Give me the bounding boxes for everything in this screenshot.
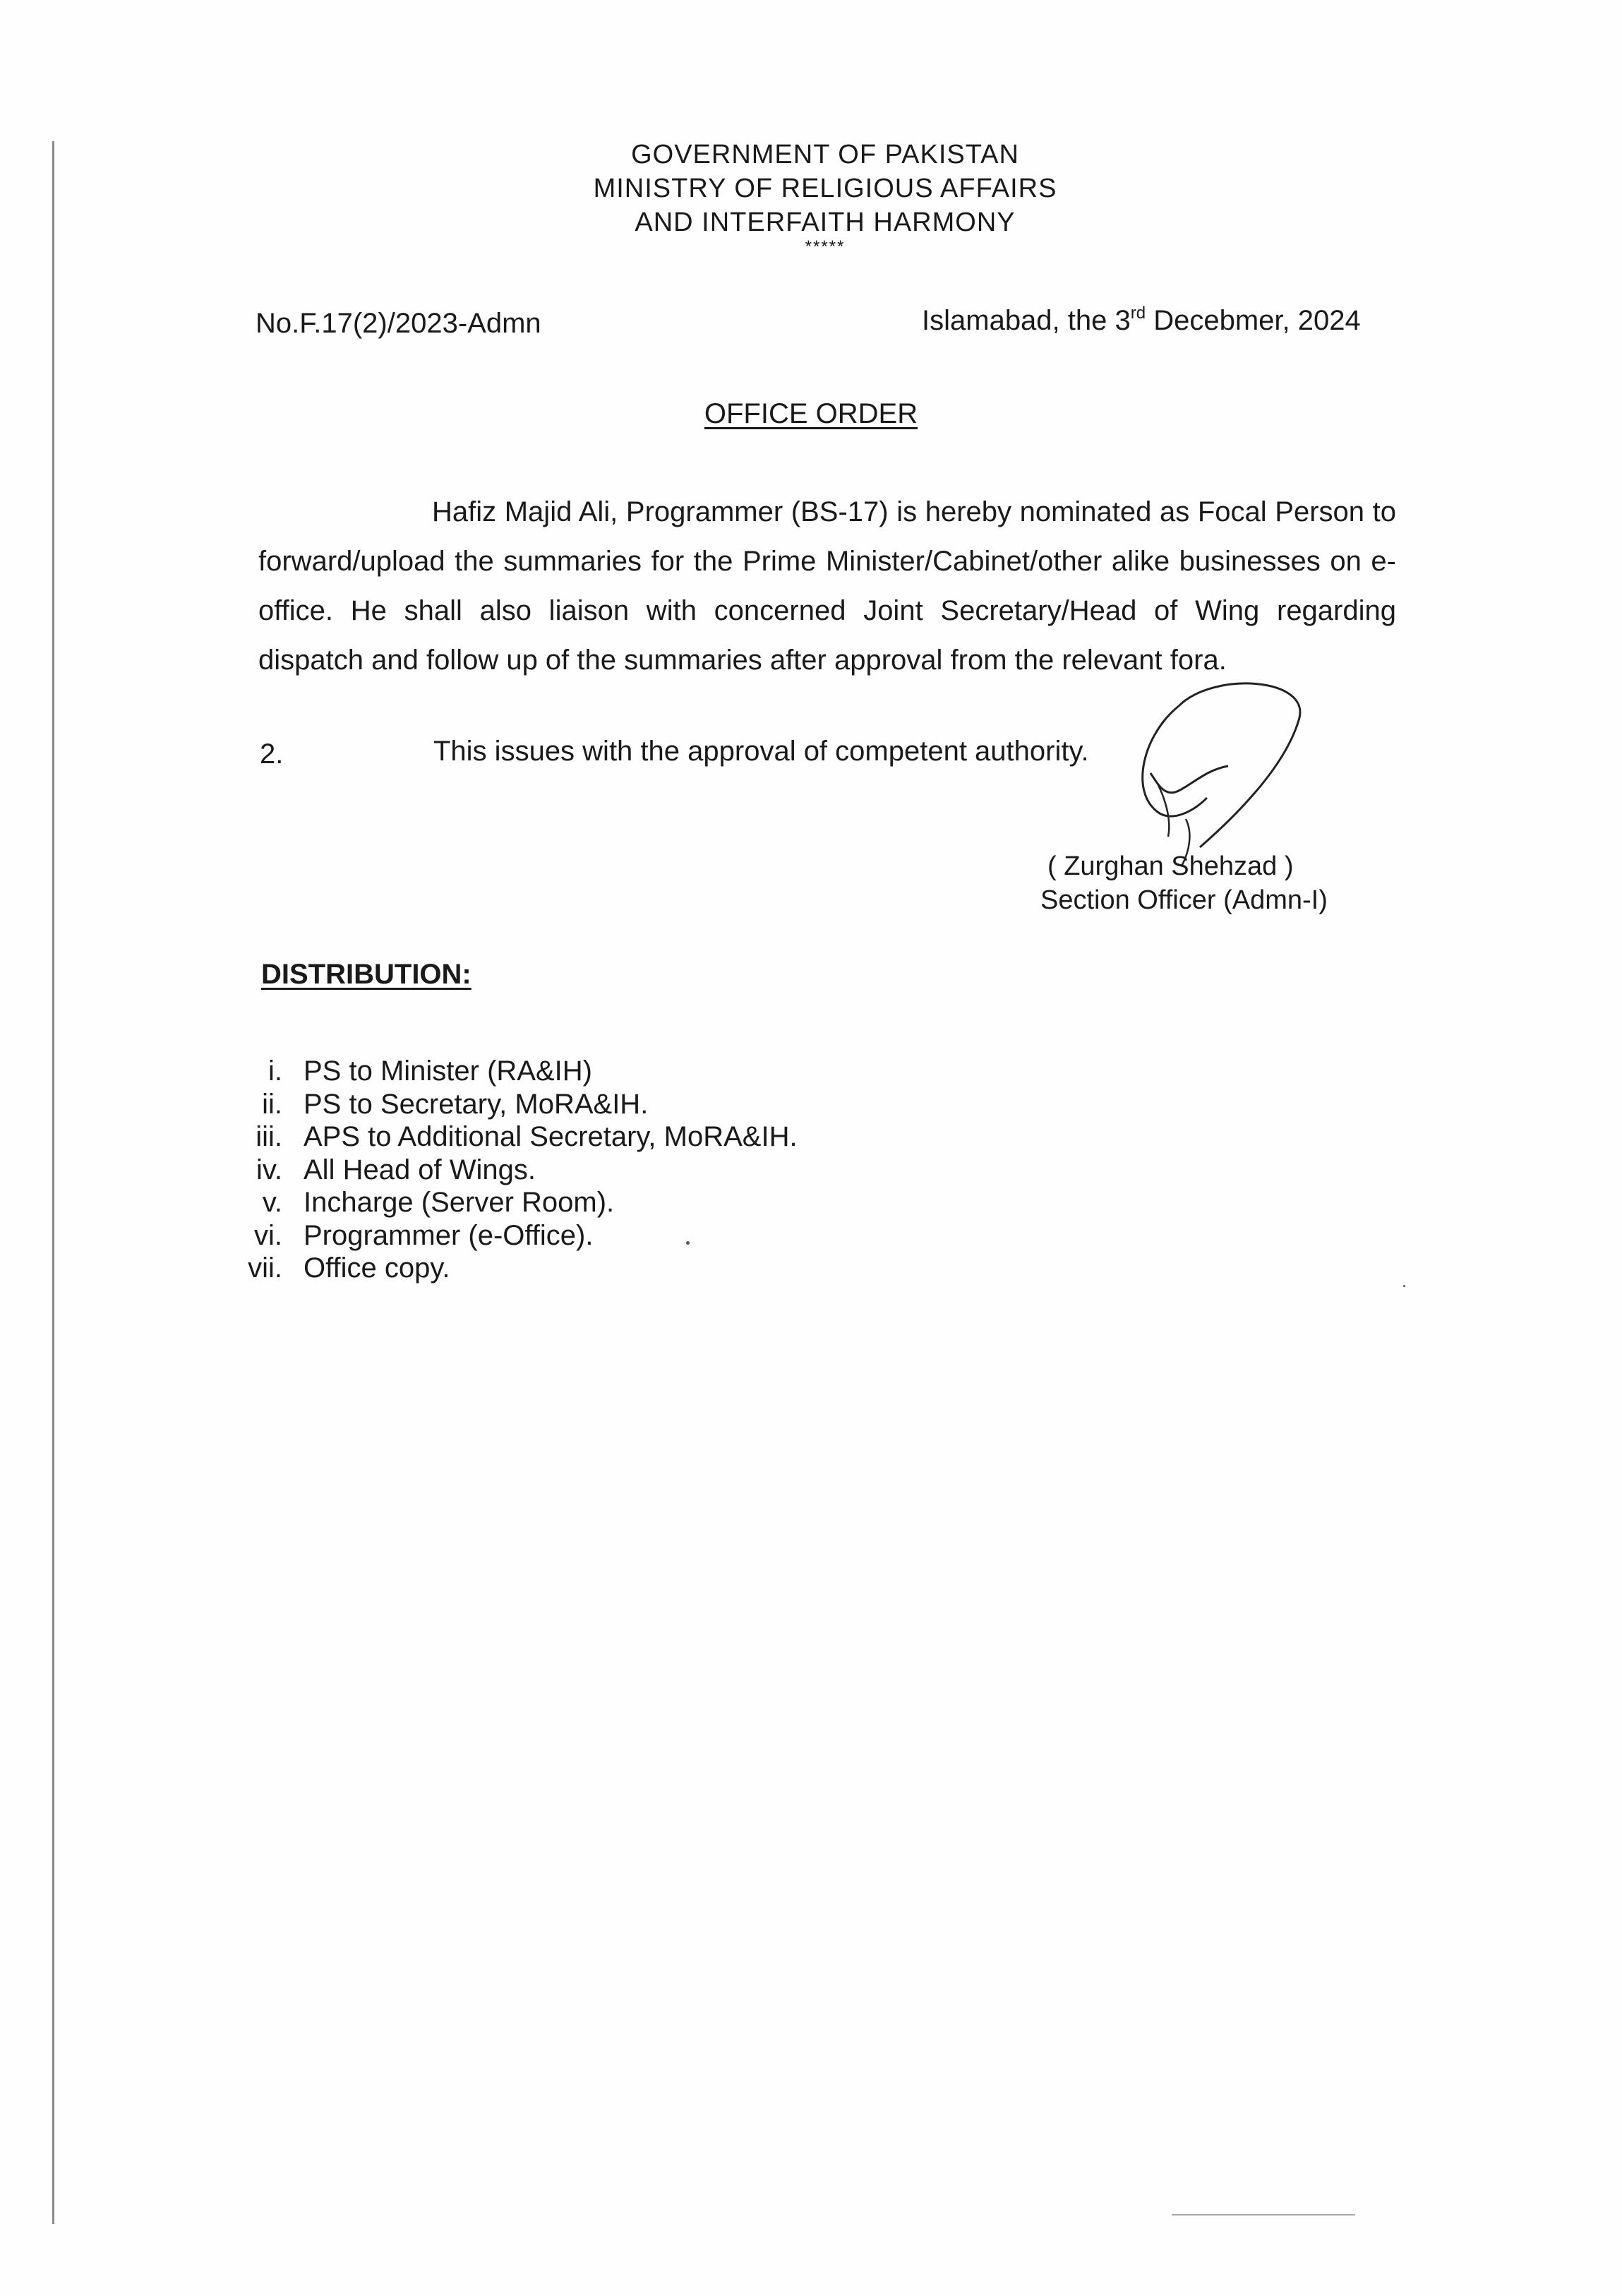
distribution-list (233, 1055, 798, 1285)
list-item (233, 1088, 798, 1121)
list-item (233, 1055, 798, 1088)
scan-speck (686, 1241, 690, 1245)
distribution-title: DISTRIBUTION: (261, 959, 471, 990)
scan-bottom-line (1172, 2214, 1355, 2216)
header-government: GOVERNMENT OF PAKISTAN (631, 140, 1019, 169)
list-item-number: vii. (248, 1252, 282, 1284)
list-item (233, 1154, 798, 1187)
list-item-number: i. (268, 1056, 282, 1087)
list-item-text: Programmer (e-Office). (304, 1219, 594, 1251)
list-item-text: PS to Minister (RA&IH) (304, 1056, 592, 1087)
order-title (0, 398, 1622, 430)
scan-edge-line (52, 141, 54, 2224)
reference-number: No.F.17(2)/2023-Admn (256, 308, 541, 339)
list-item-number: vi. (254, 1219, 282, 1251)
list-item (233, 1252, 798, 1285)
header-ministry: MINISTRY OF RELIGIOUS AFFAIRS (593, 174, 1057, 203)
list-item (233, 1219, 798, 1252)
header-division: AND INTERFAITH HARMONY (635, 208, 1016, 237)
issue-date (922, 304, 1361, 337)
signatory-name: ( Zurghan Shehzad ) (1047, 851, 1294, 881)
list-item (233, 1186, 798, 1219)
date-prefix: Islamabad, the 3 (922, 305, 1131, 336)
date-ordinal: rd (1130, 304, 1146, 323)
list-item (233, 1120, 798, 1154)
point-text: This issues with the approval of competent authority. (433, 736, 1089, 767)
list-item-number: iii. (256, 1121, 282, 1152)
list-item-number: ii. (262, 1088, 282, 1120)
list-item-number: iv. (256, 1154, 282, 1185)
list-item-number: v. (262, 1187, 282, 1218)
scan-speck (1403, 1285, 1405, 1287)
list-item-text: PS to Secretary, MoRA&IH. (304, 1088, 649, 1120)
list-item-text: Incharge (Server Room). (304, 1187, 615, 1218)
signatory-designation: Section Officer (Admn-I) (1040, 885, 1328, 915)
list-item-text: APS to Additional Secretary, MoRA&IH. (304, 1121, 798, 1152)
order-paragraph: Hafiz Majid Ali, Programmer (BS-17) is hereby nominated as Focal Person to forward/upload the summaries for the Prime Minister/Cabinet/other alike businesses on e-office. He shall also liaison with concerned Joint Secretary/Head of Wing regarding dispatch and follow up of the summaries after approval from the relevant fora. (258, 496, 1396, 676)
list-item-text: Office copy. (304, 1252, 450, 1284)
order-title-text: OFFICE ORDER (704, 398, 918, 429)
date-suffix: Decebmer, 2024 (1146, 305, 1361, 336)
header-stars: ***** (805, 237, 846, 256)
point-number: 2. (260, 739, 284, 770)
list-item-text: All Head of Wings. (304, 1154, 536, 1185)
